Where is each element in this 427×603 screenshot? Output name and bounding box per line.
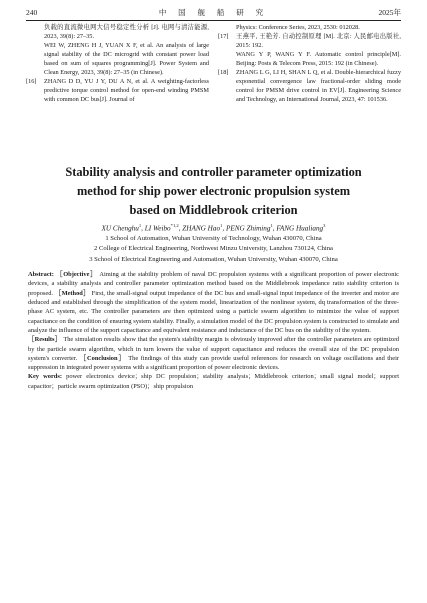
author-name: FANG Hualiang xyxy=(276,224,324,233)
reference-text: 王燕平, 王艳芳. 自动控制原理 [M]. 北京: 人民邮电出版社, 2015: 192. xyxy=(236,32,401,49)
affiliation-line: 3 School of Electrical Engineering and Automation, Wuhan University, Wuhan 430070, China xyxy=(89,255,338,263)
reference-entry xyxy=(26,42,209,78)
reference-entry xyxy=(26,78,209,105)
reference-number: [16] xyxy=(26,77,37,85)
author-name: XU Chenghu xyxy=(101,224,139,233)
section-bracket: ［ xyxy=(79,354,88,362)
title-line: Stability analysis and controller parameter optimization xyxy=(65,165,362,179)
affiliation-line: 2 College of Electrical Engineering, Northwest Minzu University, Lanzhou 730124, China xyxy=(94,245,333,253)
abstract-block xyxy=(28,270,399,391)
title-line: based on Middlebrook criterion xyxy=(129,203,298,217)
page-number: 240 xyxy=(26,8,38,17)
author-affiliation-mark: 1 xyxy=(138,223,142,228)
reference-entry xyxy=(26,24,209,42)
author-list: XU Chenghu$^1$, LI Weibo$^{*1,2}$, ZHANG Hao$^1$, PENG Zhiming$^1$, FANG Hualiang$^3$ xyxy=(101,223,326,233)
author-affiliation-mark: 3 xyxy=(323,223,326,228)
reference-text: 负载的直流微电网大信号稳定性分析 [J]. 电网与清洁能源, 2023, 39(8): 27–35. xyxy=(44,24,209,40)
reference-text: WEI W, ZHENG H J, YUAN X F, et al. An analysis of large signal stability of the DC microgrid with constant power load based on sum of squares programming[J]. Power System and Clean Energy, 2023, 39(8): 27–35 (in Chinese). xyxy=(44,41,209,76)
author-affiliation-mark: 1 xyxy=(270,223,273,228)
section-bracket: ［ xyxy=(28,336,35,344)
section-bracket: ］ xyxy=(117,354,126,362)
author-name: ZHANG Hao xyxy=(182,224,221,233)
reference-entry xyxy=(218,51,401,69)
journal-name: 中 国 舰 船 研 究 xyxy=(158,8,269,17)
section-bracket: ］ xyxy=(54,336,62,344)
method-label: Method xyxy=(61,289,83,297)
reference-entry xyxy=(218,24,401,33)
references-left-column xyxy=(26,24,209,105)
author-name: PENG Zhiming xyxy=(225,224,271,233)
reference-text: ZHANG L G, LI H, SHAN L Q, et al. Double-hierarchical fuzzy exponential convergence law fractional-order sliding mode control for PMSM drive control in EV[J]. Engineering Science and Technology, an International Journal, 2023, 47: 101536. xyxy=(236,68,401,103)
affiliation-list xyxy=(20,234,407,265)
section-bracket: ［ xyxy=(54,289,62,297)
abstract-label: Abstract: xyxy=(28,271,54,278)
paper-title xyxy=(20,163,407,220)
results-text: The simulation results show that the system's stability margin is obviously improved after the controller parameters are optimized by the particle swarm algorithm, which in turn lowers the value of support capacitance and reduces the overall size of the DC propulsion system's converter. xyxy=(28,336,399,362)
references-right-column xyxy=(218,24,401,105)
conclusion-label: Conclusion xyxy=(87,354,118,362)
conclusion-text: The findings of this study can provide useful references for research on voltage oscillations and their suppression in integrated power systems with a significant proportion of power electronic devices. xyxy=(28,354,399,372)
reference-text: ZHANG D D, YU J Y, DU A N, et al. A weighting-factorless predictive torque control method for open-end winding PMSM with common DC bus[J]. Journal of xyxy=(44,77,209,103)
results-label: Results xyxy=(34,336,55,344)
keywords-label: Key words: xyxy=(28,373,62,381)
method-text: First, the small-signal output impedance of the DC bus and small-signal input impedance of the inverter and motor are deduced and established through the simplification of the system model, linearization of the nonlinear system, dq transformation of the three-phase AC system, etc. The controller parameters are then optimized using a particle swarm algorithm to minimize the value of support capacitance on the condition of ensuring system stability. Finally, a simulation model of the DC propulsion system is constructed to simulate and analyze the influence of the support capacitance and equivalent resistance and inductance of the DC bus on the stability of the system. xyxy=(28,289,399,334)
running-header xyxy=(26,6,401,21)
reference-text: WANG Y P, WANG Y F. Automatic control principle[M]. Beijing: Posts & Telecom Press, 2015: 192 (in Chinese). xyxy=(236,50,401,67)
section-bracket: ［ xyxy=(56,271,64,278)
objective-label: Objective xyxy=(63,271,90,278)
reference-entry xyxy=(218,33,401,51)
journal-year: 2025年 xyxy=(378,8,401,17)
objective-text: Aiming at the stability problem of naval DC propulsion systems with a significant proportion of power electronic devices, a stability analysis and controller parameter optimization method based on the Middlebrook impedance ratio stability criterion is proposed. xyxy=(28,271,400,297)
reference-number: [18] xyxy=(218,68,229,76)
reference-entry xyxy=(218,69,401,105)
section-bracket: ］ xyxy=(89,271,98,278)
keywords-text: power electronics device；ship DC propulsion；stability analysis；Middlebrook criterion；small signal model；support capacitor；particle swarm optimization (PSO)；ship propulsion xyxy=(28,373,399,390)
affiliation-line: 1 School of Automation, Wuhan University of Technology, Wuhan 430070, China xyxy=(105,235,322,242)
section-bracket: ］ xyxy=(82,289,90,297)
reference-number: [17] xyxy=(218,32,229,40)
author-affiliation-mark: 1 xyxy=(220,223,223,228)
reference-text: Physics: Conference Series, 2023, 2530: 012028. xyxy=(236,24,360,31)
author-affiliation-mark: *1,2 xyxy=(170,223,179,228)
title-line: method for ship power electronic propulsion system xyxy=(76,184,351,198)
author-name: LI Weibo xyxy=(144,224,171,233)
